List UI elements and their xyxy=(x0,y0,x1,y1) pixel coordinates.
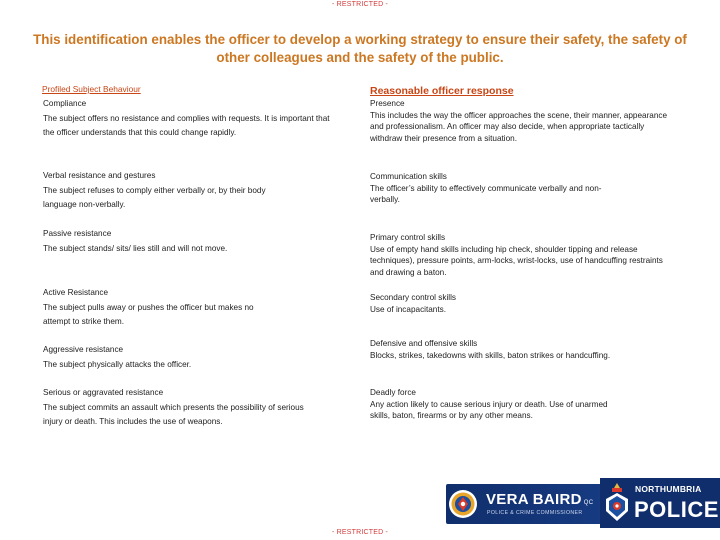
behaviour-title: Serious or aggravated resistance xyxy=(43,388,164,397)
behaviour-text: The subject physically attacks the officer. xyxy=(43,359,192,369)
force-name-line1: NORTHUMBRIA xyxy=(635,484,702,494)
response-text: The officer’s ability to effectively communicate verbally and non-verbally. xyxy=(370,183,602,205)
protective-marking-top: - RESTRICTED - xyxy=(331,1,389,8)
behaviour-text: The subject pulls away or pushes the officer but makes no attempt to strike them. xyxy=(43,302,254,326)
response-text: Use of empty hand skills including hip check, shoulder tipping and release techniques), pressure points, arm-locks, wrist-locks, use of handcuffing restraints and drawing a baton. xyxy=(370,244,663,277)
response-item xyxy=(370,338,670,361)
response-item xyxy=(370,232,670,278)
commissioner-role: POLICE & CRIME COMMISSIONER xyxy=(487,510,583,516)
behaviour-title: Active Resistance xyxy=(43,288,109,297)
response-text: Use of incapacitants. xyxy=(370,304,447,314)
response-item xyxy=(370,292,670,315)
response-title: Deadly force xyxy=(370,388,416,397)
behaviour-item xyxy=(43,227,343,256)
footer-logos xyxy=(440,478,720,528)
response-text: Blocks, strikes, takedowns with skills, baton strikes or handcuffing. xyxy=(370,350,611,360)
behaviour-title: Compliance xyxy=(43,99,87,108)
behaviour-item xyxy=(43,169,288,213)
behaviour-title: Aggressive resistance xyxy=(43,345,124,354)
behaviour-item xyxy=(43,286,278,330)
behaviour-title: Verbal resistance and gestures xyxy=(43,171,156,180)
commissioner-logo xyxy=(446,484,606,524)
behaviour-text: The subject refuses to comply either verbally or, by their body language non-verbally. xyxy=(43,185,266,209)
behaviour-title: Passive resistance xyxy=(43,229,112,238)
response-title: Presence xyxy=(370,99,405,108)
behaviour-item xyxy=(43,97,343,141)
column-heading-response: Reasonable officer response xyxy=(370,85,514,97)
response-text: Any action likely to cause serious injury or death. Use of unarmed skills, baton, firearms or by any other means. xyxy=(370,399,608,421)
force-name-line2: POLICE xyxy=(634,497,719,522)
response-text: This includes the way the officer approaches the scene, their manner, appearance and professionalism. An officer may also decide, when appropriate tactically withdraw their presence from a situation. xyxy=(370,110,668,143)
column-heading-behaviour: Profiled Subject Behaviour xyxy=(42,84,141,94)
response-item xyxy=(370,171,625,206)
behaviour-text: The subject offers no resistance and complies with requests. It is important that the officer understands that this could change rapidly. xyxy=(43,113,330,137)
response-item xyxy=(370,98,670,144)
behaviour-text: The subject commits an assault which presents the possibility of serious injury or death. This includes the use of weapons. xyxy=(43,402,304,426)
response-title: Secondary control skills xyxy=(370,293,457,302)
police-crest-icon xyxy=(602,480,632,524)
commissioner-seal-icon xyxy=(448,487,478,521)
force-logo xyxy=(600,478,720,528)
response-item xyxy=(370,387,610,422)
response-title: Defensive and offensive skills xyxy=(370,339,478,348)
response-title: Primary control skills xyxy=(370,233,446,242)
page-headline: This identification enables the officer to develop a working strategy to ensure their safety, the safety of other colleagues and the safety of the public. xyxy=(33,32,687,65)
behaviour-text: The subject stands/ sits/ lies still and will not move. xyxy=(43,243,228,253)
commissioner-name: VERA BAIRD QC xyxy=(486,491,594,508)
protective-marking-bottom: - RESTRICTED - xyxy=(331,529,389,536)
behaviour-item xyxy=(43,343,343,372)
behaviour-item xyxy=(43,386,311,430)
response-title: Communication skills xyxy=(370,172,447,181)
